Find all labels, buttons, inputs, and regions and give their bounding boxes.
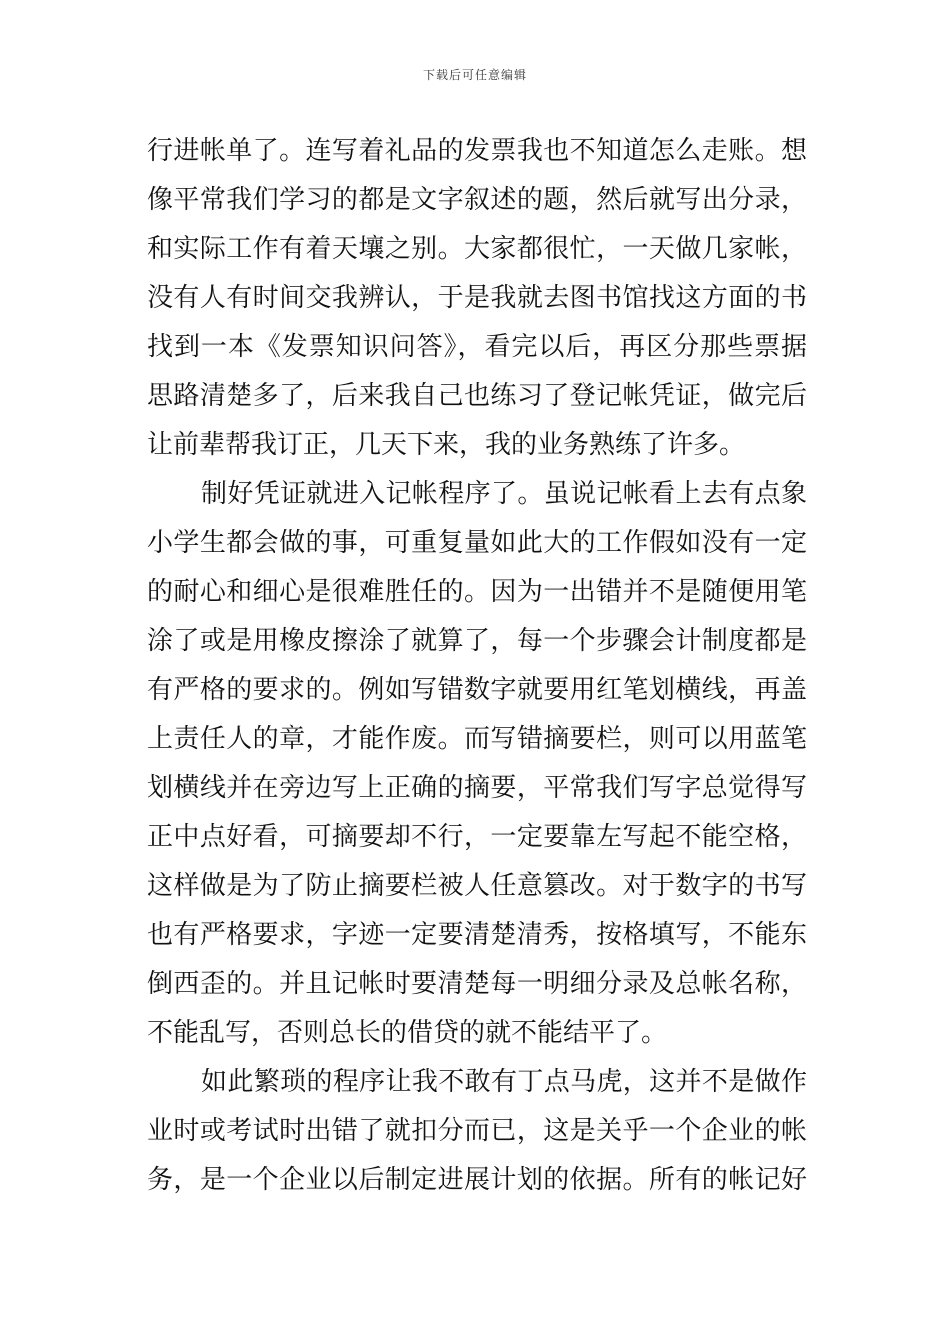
document-body: [147, 127, 807, 1205]
text-line: 倒西歪的。并且记帐时要清楚每一明细分录及总帐名称，: [147, 969, 807, 999]
text-line: 业时或考试时出错了就扣分而已，这是关乎一个企业的帐: [147, 1116, 807, 1146]
text-line: 思路清楚多了，后来我自己也练习了登记帐凭证，做完后: [147, 381, 807, 411]
text-line: 没有人有时间交我辨认，于是我就去图书馆找这方面的书: [147, 283, 807, 313]
text-line: 也有严格要求，字迹一定要清楚清秀，按格填写，不能东: [147, 920, 807, 950]
text-line: 小学生都会做的事，可重复量如此大的工作假如没有一定: [147, 528, 807, 558]
text-line: 不能乱写，否则总长的借贷的就不能结平了。: [147, 1018, 668, 1048]
text-line: 行进帐单了。连写着礼品的发票我也不知道怎么走账。想: [147, 136, 807, 166]
paragraph-first-line: 制好凭证就进入记帐程序了。虽说记帐看上去有点象: [201, 479, 807, 509]
text-line: 这样做是为了防止摘要栏被人任意篡改。对于数字的书写: [147, 871, 807, 901]
text-line: 正中点好看，可摘要却不行，一定要靠左写起不能空格，: [147, 822, 807, 852]
text-line: 和实际工作有着天壤之别。大家都很忙，一天做几家帐，: [147, 234, 807, 264]
text-line: 涂了或是用橡皮擦涂了就算了，每一个步骤会计制度都是: [147, 626, 807, 656]
text-line: 的耐心和细心是很难胜任的。因为一出错并不是随便用笔: [147, 577, 807, 607]
text-line: 像平常我们学习的都是文字叙述的题，然后就写出分录，: [147, 185, 807, 215]
page-header: 下载后可任意编辑: [422, 68, 527, 82]
text-line: 上责任人的章，才能作废。而写错摘要栏，则可以用蓝笔: [147, 724, 807, 754]
text-line: 有严格的要求的。例如写错数字就要用红笔划横线，再盖: [147, 675, 807, 705]
text-line: 让前辈帮我订正，几天下来，我的业务熟练了许多。: [147, 430, 746, 460]
text-line: 找到一本《发票知识问答》，看完以后，再区分那些票据: [147, 332, 807, 362]
text-line: 务，是一个企业以后制定进展计划的依据。所有的帐记好: [147, 1165, 807, 1195]
paragraph-first-line: 如此繁琐的程序让我不敢有丁点马虎，这并不是做作: [201, 1067, 807, 1097]
text-line: 划横线并在旁边写上正确的摘要，平常我们写字总觉得写: [147, 773, 807, 803]
